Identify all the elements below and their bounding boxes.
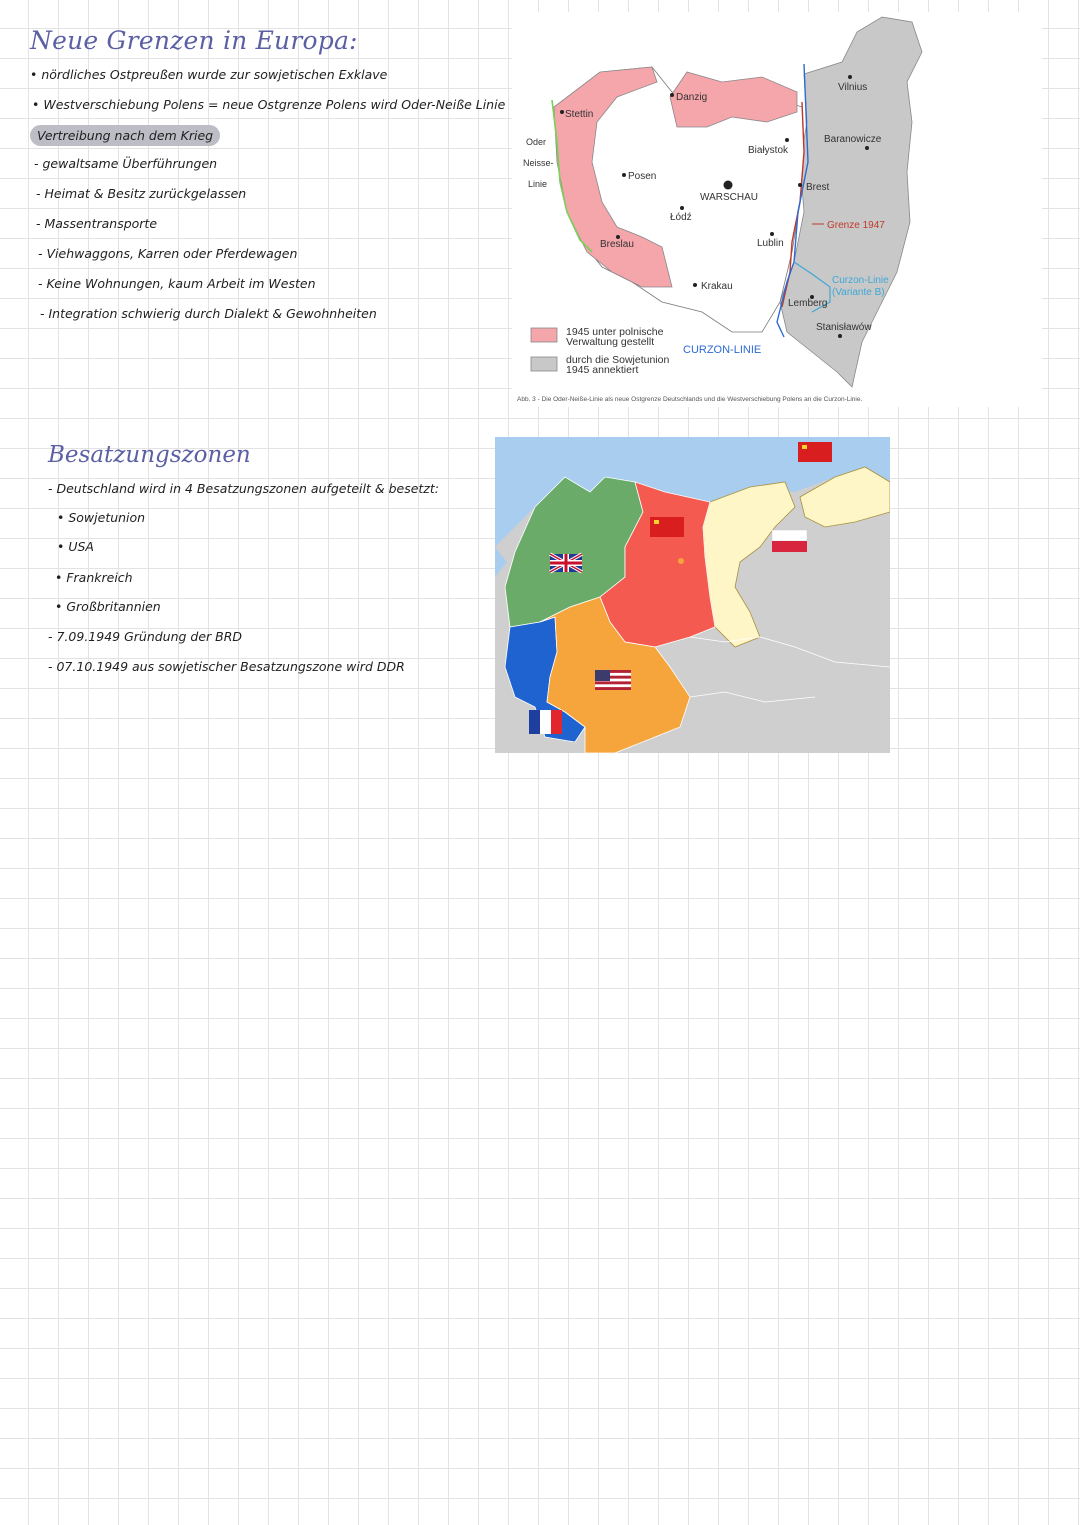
label-posen: Posen xyxy=(628,171,657,182)
legend-gray-line1: durch die Sowjetunion xyxy=(566,354,670,366)
highlight-vertreibung: Vertreibung nach dem Krieg xyxy=(30,125,220,146)
label-curzon-linie-bottom: CURZON-LINIE xyxy=(683,344,762,356)
item-integration: - Integration schwierig durch Dialekt & Gewohnheiten xyxy=(40,306,377,321)
label-neisse: Neisse- xyxy=(523,158,554,168)
map-poland-svg xyxy=(512,12,1042,407)
item-grossbritannien: • Großbritannien xyxy=(55,599,161,614)
label-breslau: Breslau xyxy=(600,239,634,250)
map-zones-svg xyxy=(495,437,890,753)
map-occupation-zones xyxy=(495,437,890,753)
item-gewaltsame: - gewaltsame Überführungen xyxy=(34,156,218,171)
item-brd: - 7.09.1949 Gründung der BRD xyxy=(48,629,243,644)
label-baranowicze: Baranowicze xyxy=(824,134,882,145)
item-deutschland-aufgeteilt: - Deutschland wird in 4 Besatzungszonen aufgeteilt & besetzt: xyxy=(48,481,439,496)
item-massentransporte: - Massentransporte xyxy=(36,216,158,231)
map-poland-borders xyxy=(512,12,1042,407)
item-ddr: - 07.10.1949 aus sowjetischer Besatzungszone wird DDR xyxy=(48,659,405,674)
label-bialystok: Białystok xyxy=(748,145,789,156)
label-stanislawow: Stanisławów xyxy=(816,322,872,333)
item-sowjetunion: • Sowjetunion xyxy=(57,510,146,525)
label-brest: Brest xyxy=(806,182,830,193)
bullet-westverschiebung: • Westverschiebung Polens = neue Ostgrenze Polens wird Oder-Neiße Linie xyxy=(32,97,506,112)
label-curzon-linie: Curzon-Linie xyxy=(832,275,889,286)
berlin-marker xyxy=(678,558,684,564)
item-usa: • USA xyxy=(57,539,94,554)
flag-ussr xyxy=(650,517,684,537)
label-linie: Linie xyxy=(528,179,548,189)
legend-gray-line2: 1945 annektiert xyxy=(566,364,639,376)
label-danzig: Danzig xyxy=(676,92,708,103)
flag-ussr-east xyxy=(798,442,832,462)
flag-uk xyxy=(550,554,582,572)
label-stettin: Stettin xyxy=(565,109,594,120)
label-krakau: Krakau xyxy=(701,281,733,292)
legend-swatch-gray xyxy=(531,357,557,371)
label-lodz: Łódź xyxy=(670,212,692,223)
legend-pink-line2: Verwaltung gestellt xyxy=(566,336,655,348)
label-lublin: Lublin xyxy=(757,238,784,249)
legend-swatch-pink xyxy=(531,328,557,342)
flag-usa xyxy=(595,670,631,690)
flag-poland xyxy=(772,530,807,552)
label-warschau: WARSCHAU xyxy=(700,192,758,203)
section-title-neue-grenzen: Neue Grenzen in Europa: xyxy=(30,26,358,55)
label-oder: Oder xyxy=(526,137,547,147)
bullet-ostpreussen: • nördliches Ostpreußen wurde zur sowjetischen Exklave xyxy=(30,67,388,82)
item-frankreich: • Frankreich xyxy=(55,570,133,585)
item-heimat: - Heimat & Besitz zurückgelassen xyxy=(36,186,247,201)
label-grenze-1947: Grenze 1947 xyxy=(827,220,885,231)
section-title-besatzungszonen: Besatzungszonen xyxy=(48,442,251,468)
item-wohnungen: - Keine Wohnungen, kaum Arbeit im Westen xyxy=(38,276,316,291)
map-caption: Abb. 3 - Die Oder-Neiße-Linie als neue Ostgrenze Deutschlands und die Westverschiebung Polens an die Curzon-Linie. xyxy=(517,396,863,403)
flag-france xyxy=(529,710,562,734)
label-curzon-variante: (Variante B) xyxy=(832,287,885,298)
label-lemberg: Lemberg xyxy=(788,298,828,309)
label-vilnius: Vilnius xyxy=(838,82,868,93)
legend-pink-line1: 1945 unter polnische xyxy=(566,326,664,338)
item-viehwaggons: - Viehwaggons, Karren oder Pferdewagen xyxy=(38,246,298,261)
